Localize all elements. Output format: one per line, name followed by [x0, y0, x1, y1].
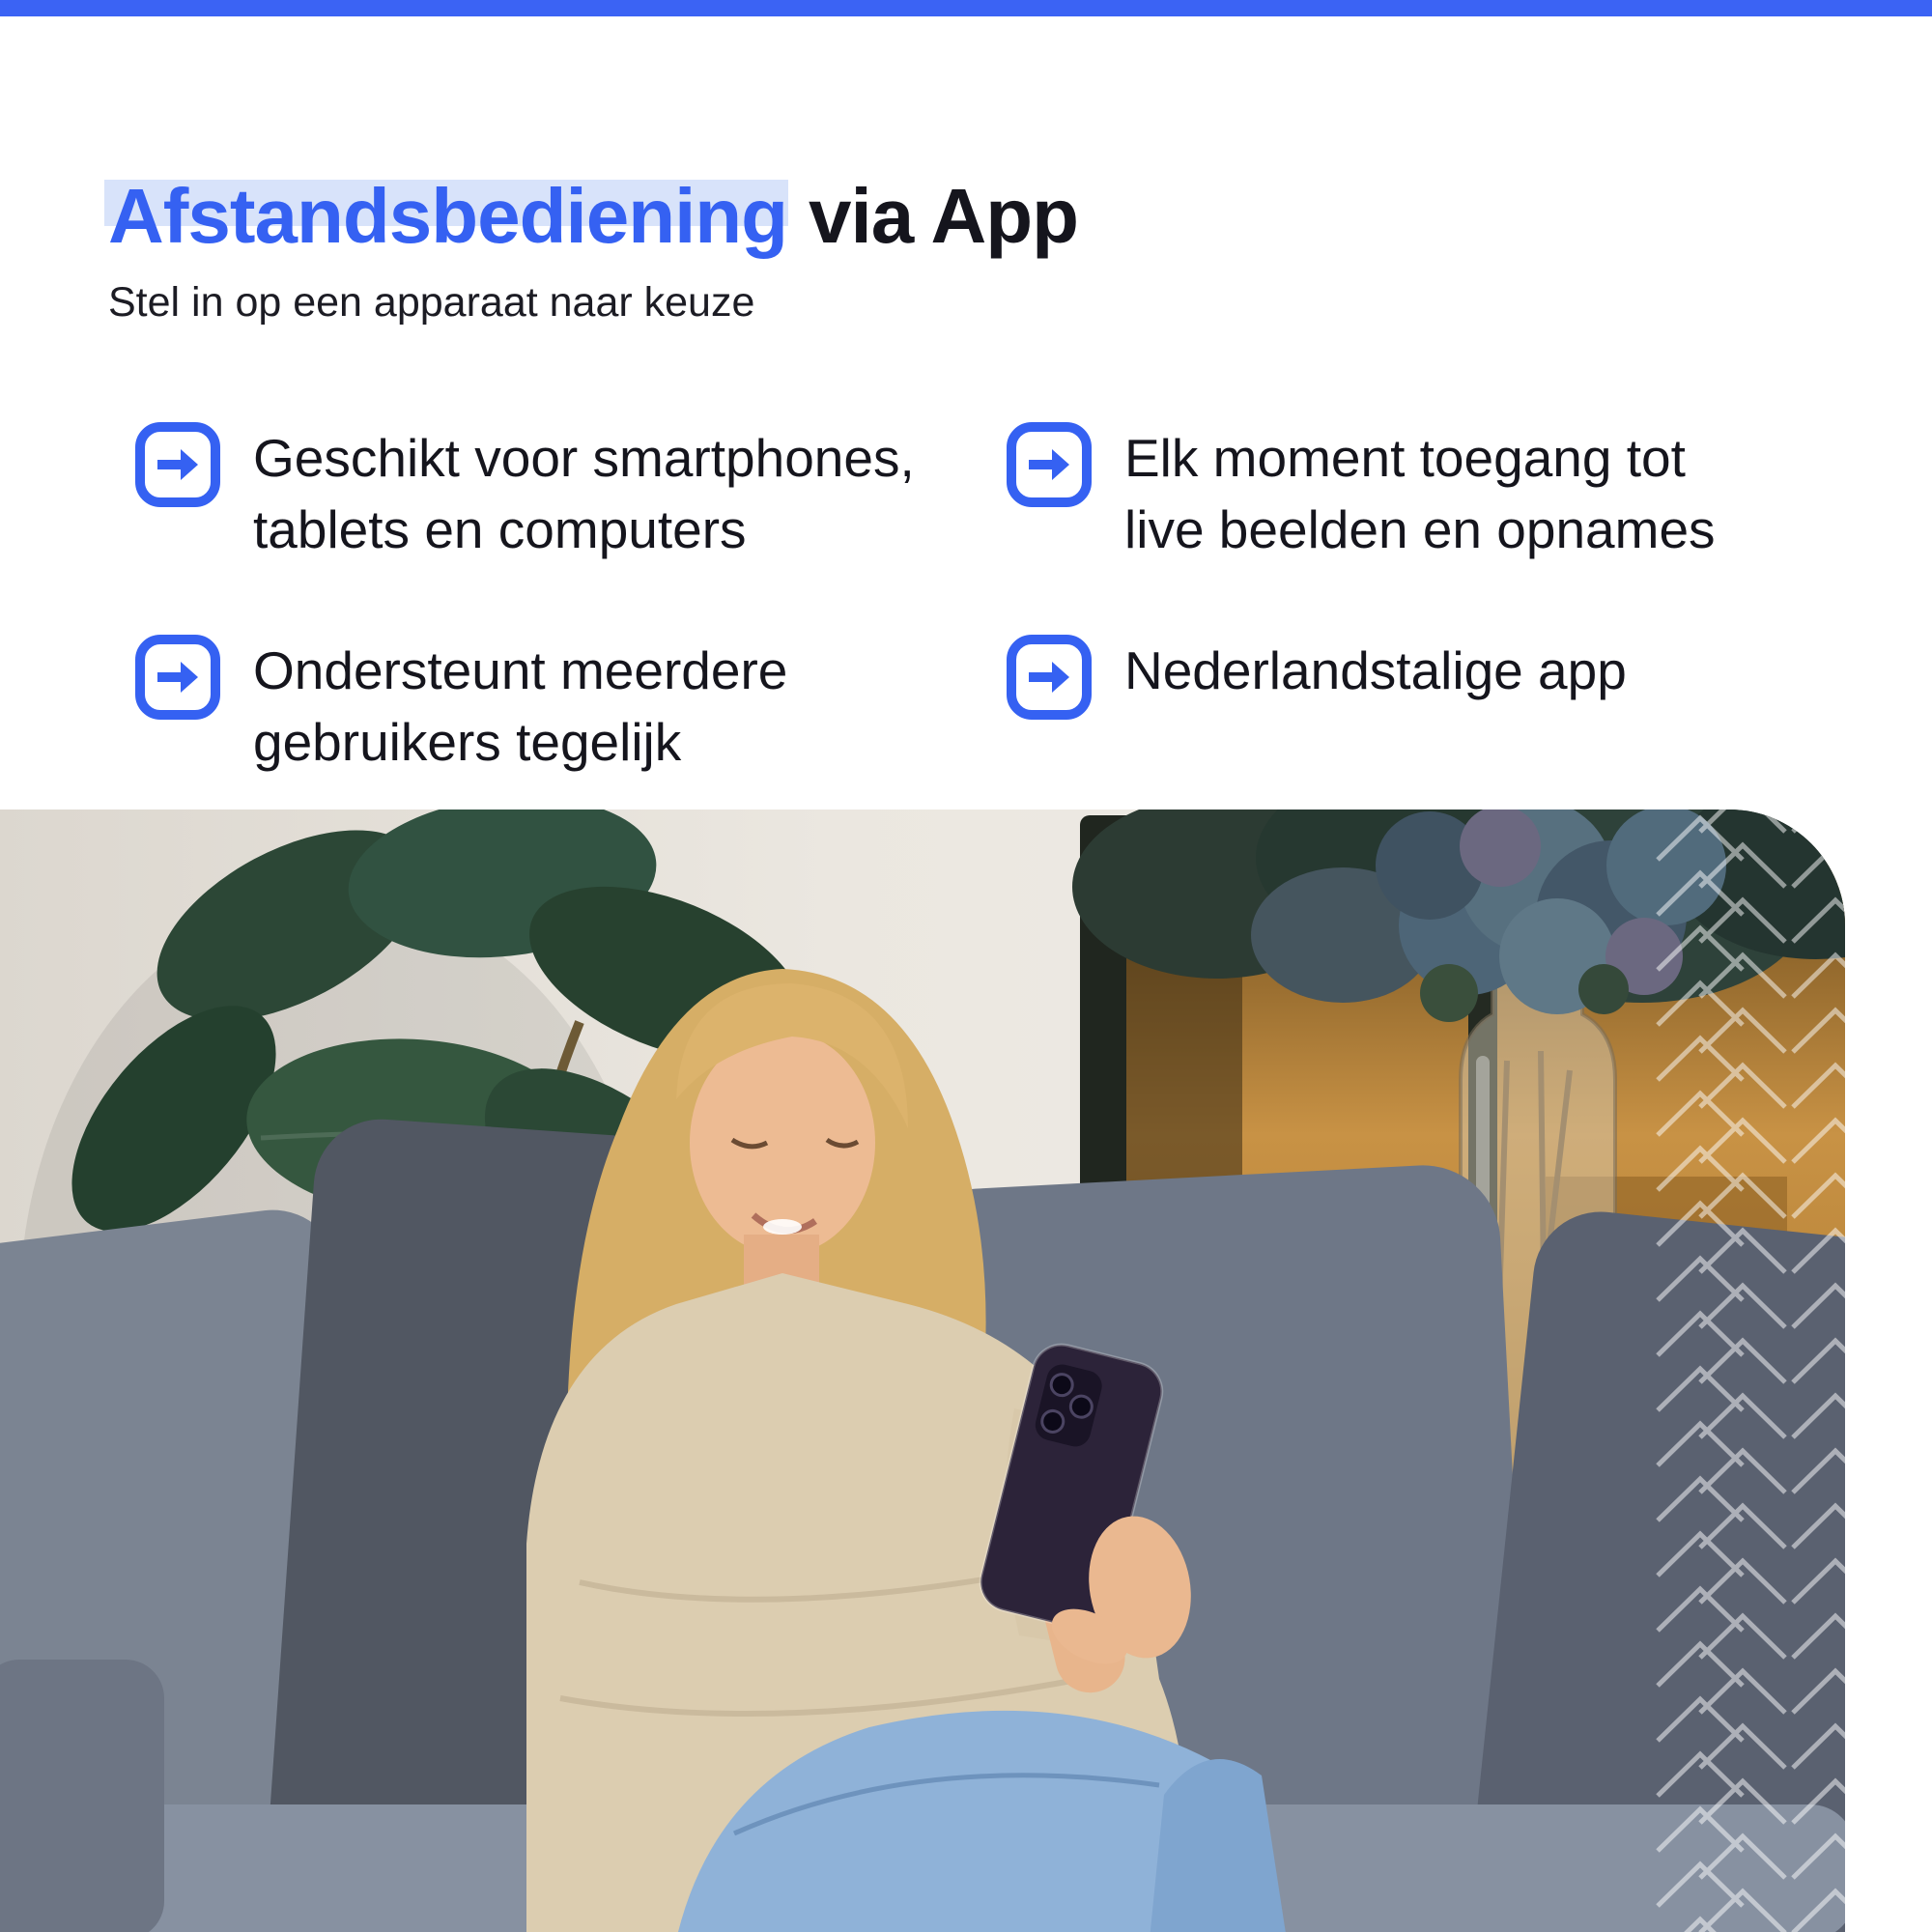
feature-text	[1124, 635, 1627, 706]
feature-line: live beelden en opnames	[1124, 499, 1716, 559]
feature-line: Nederlandstalige app	[1124, 640, 1627, 700]
arrow-right-icon	[135, 422, 220, 507]
feature-line: gebruikers tegelijk	[253, 712, 682, 772]
chevron-pattern	[1654, 810, 1845, 1932]
arrow-right-icon	[135, 635, 220, 720]
feature-item	[135, 635, 787, 778]
page-title	[108, 172, 1079, 259]
page-title-accent: Afstandsbediening	[108, 172, 788, 259]
page-title-rest: via App	[809, 172, 1079, 259]
arrow-right-icon	[1007, 635, 1092, 720]
top-accent-bar	[0, 0, 1932, 16]
feature-item	[1007, 635, 1627, 720]
feature-line: Ondersteunt meerdere	[253, 640, 788, 700]
arrow-right-icon	[1007, 422, 1092, 507]
page-subtitle: Stel in op een apparaat naar keuze	[108, 279, 755, 326]
feature-text	[253, 422, 915, 565]
feature-item	[1007, 422, 1716, 565]
feature-text	[1124, 422, 1716, 565]
feature-line: Elk moment toegang tot	[1124, 428, 1686, 488]
lifestyle-photo	[0, 810, 1845, 1932]
feature-item	[135, 422, 915, 565]
feature-line: Geschikt voor smartphones,	[253, 428, 915, 488]
feature-line: tablets en computers	[253, 499, 747, 559]
photo-illustration	[0, 810, 1845, 1932]
feature-text	[253, 635, 787, 778]
